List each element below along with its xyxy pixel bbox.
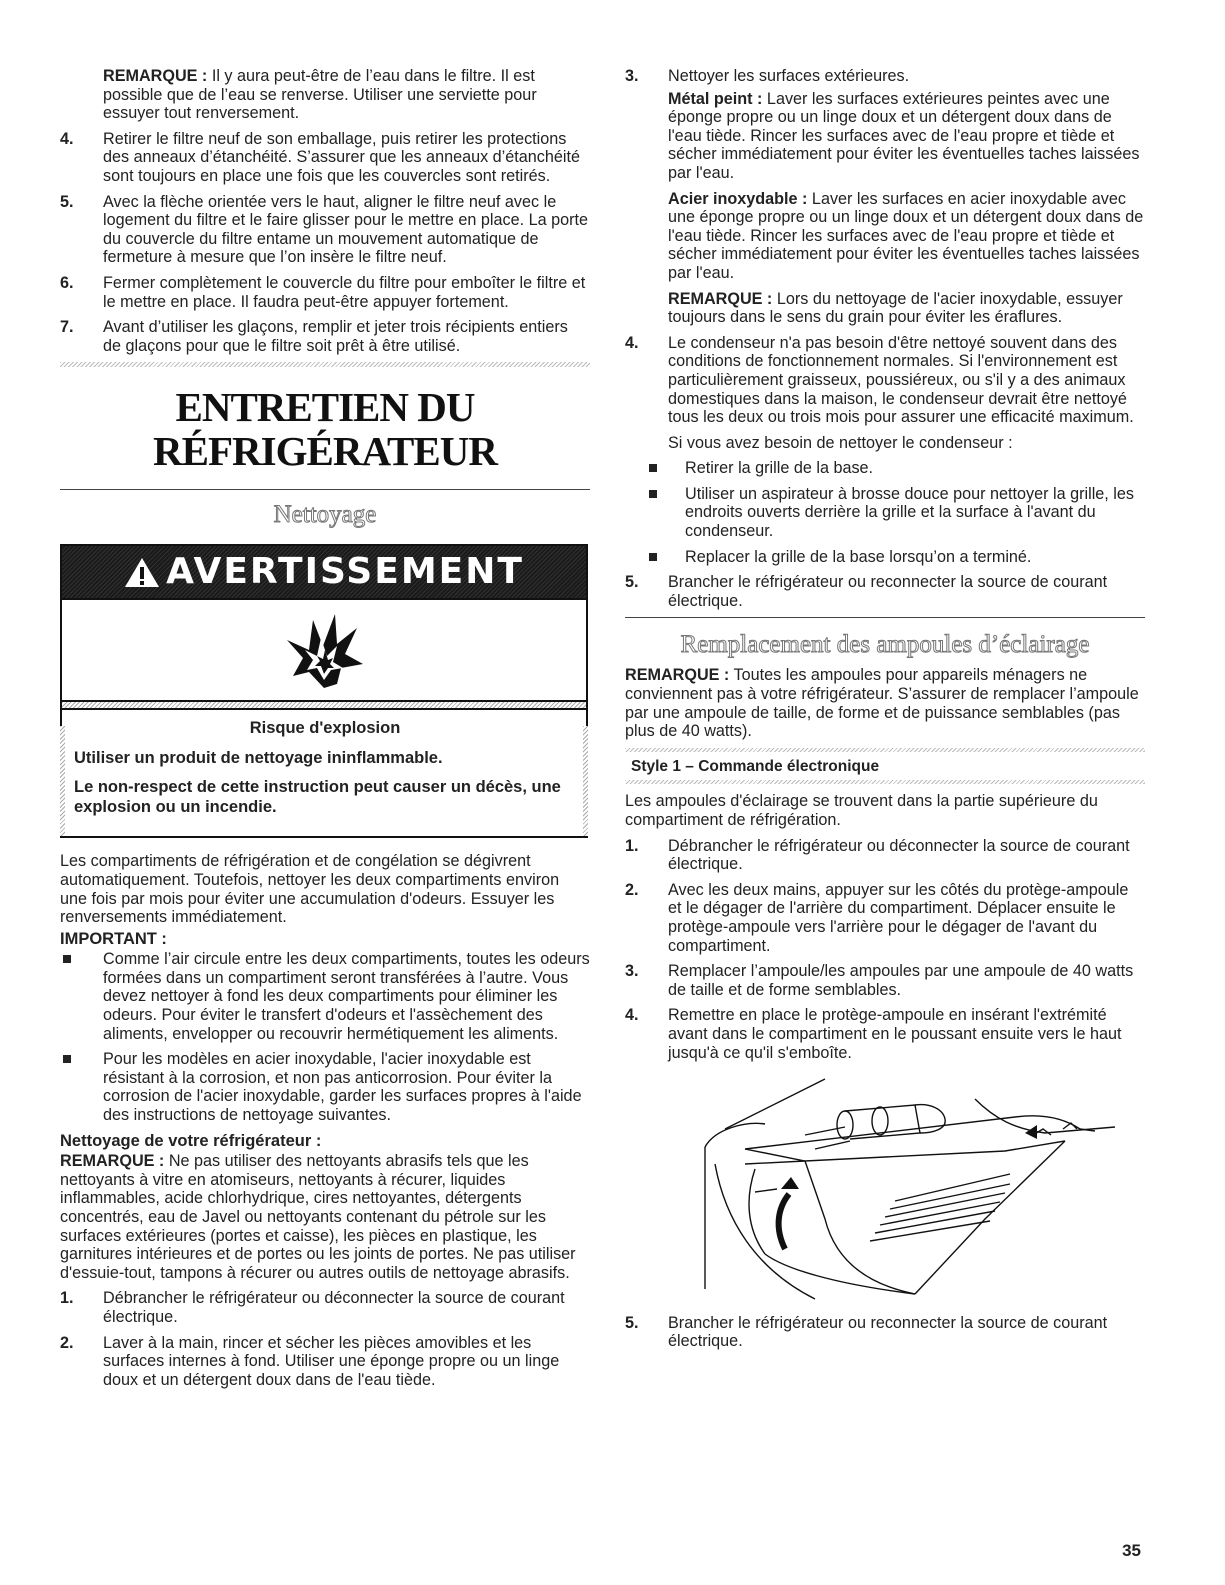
step-4-remove-filter: 4. Retirer le filtre neuf de son emballage, puis retirer les protections des anneaux d’étanchéité. S’assurer que les anneaux d’étanchéité sont toujours en place une fois que les couvercles sont retirés. <box>60 129 580 185</box>
bulbs-intro: Les ampoules d'éclairage se trouvent dans la partie supérieure du compartiment de réfrigération. <box>625 792 1098 829</box>
warning-triangle-icon <box>124 556 160 588</box>
title-rule <box>60 489 590 490</box>
important-label: IMPORTANT : <box>60 929 167 948</box>
section-divider <box>60 362 590 367</box>
lamp-step-3: 3. Remplacer l’ampoule/les ampoules par une ampoule de 40 watts de taille et de forme semblables. <box>625 962 1134 999</box>
right-column <box>625 67 1145 1358</box>
clean-step-4: 4. Le condenseur n'a pas besoin d'être nettoyé souvent dans des conditions de fonctionnement normales. Si l'environnement est particulièrement graisseux, poussiéreux, ou s'il y a des animaux domestiques dans la maison, le condenseur devrait être nettoyé tous les deux ou trois mois pour assurer une efficacité maximum. <box>625 333 1134 427</box>
warning-box <box>60 544 588 838</box>
style-heading: Style 1 – Commande électronique <box>631 757 880 775</box>
warning-body <box>62 710 586 836</box>
clean-step-2: 2. Laver à la main, rincer et sécher les pièces amovibles et les surfaces internes à fond. Utiliser une éponge propre ou un linge doux et un détergent doux dans de l'eau tiède. <box>60 1333 560 1389</box>
lamp-step-4: 4. Remettre en place le protège-ampoule en insérant l'extrémité avant dans le compartiment en le poussant ensuite vers le haut jusqu'à ce qu'il s'emboîte. <box>625 1006 1122 1062</box>
bullet-icon <box>649 464 657 472</box>
important-list <box>60 950 590 1124</box>
list-item: Utiliser un aspirateur à brosse douce pour nettoyer la grille, les endroits ouverts derrière la grille et la surface à l'avant du condenseur. <box>625 485 1145 541</box>
warning-line-2: Le non-respect de cette instruction peut causer un décès, une explosion ou un incendie. <box>74 778 561 817</box>
condenser-list <box>625 459 1145 566</box>
explosion-icon <box>279 610 369 690</box>
clean-step-1: 1. Débrancher le réfrigérateur ou déconnecter la source de courant électrique. <box>60 1289 565 1326</box>
clean-step-3: 3. Nettoyer les surfaces extérieures. <box>625 67 910 85</box>
step-7-ice: 7. Avant d’utiliser les glaçons, remplir et jeter trois récipients entiers de glaçons pour que le filtre soit prêt à être utilisé. <box>60 318 568 355</box>
bullet-icon <box>63 955 71 963</box>
style-hatch-bottom <box>625 780 1145 784</box>
step-6-close-cover: 6. Fermer complètement le couvercle du filtre pour emboîter le filtre et le mettre en place. Il faudra peut-être appuyer fortement. <box>60 273 586 311</box>
note-bulbs: REMARQUE : Toutes les ampoules pour appareils ménagers ne conviennent pas à votre réfrigérateur. S’assurer de remplacer l’ampoule par une ampoule de taille, de forme et de puissance semblables (pas plus de 40 watts). <box>625 666 1139 741</box>
list-item: Retirer la grille de la base. <box>625 459 1145 478</box>
warning-side-hatch-right <box>583 726 588 836</box>
section-rule <box>625 617 1145 618</box>
lamp-step-5: 5. Brancher le réfrigérateur ou reconnecter la source de courant électrique. <box>625 1313 1108 1351</box>
para-compartments: Les compartiments de réfrigération et de congélation se dégivrent automatiquement. Toutefois, nettoyer les deux compartiments environ une fois par mois pour éviter une accumulation d'odeurs. Essuyer les renversements immédiatement. <box>60 852 560 927</box>
clean-step-5: 5. Brancher le réfrigérateur ou reconnecter la source de courant électrique. <box>625 573 1108 610</box>
warning-line-1: Utiliser un produit de nettoyage ininflammable. <box>74 749 443 768</box>
lamp-step-2: 2. Avec les deux mains, appuyer sur les côtés du protège-ampoule et le dégager de l'arrière du compartiment. Déplacer ensuite le protège-ampoule vers l'arrière pour le dégager de l'avant du compartiment. <box>625 880 1129 955</box>
explosion-symbol-area <box>62 600 586 702</box>
warning-header <box>62 546 586 600</box>
bullet-icon <box>649 553 657 561</box>
chapter-title: ENTRETIEN DU RÉFRIGÉRATEUR <box>153 384 497 475</box>
warning-title: AVERTISSEMENT <box>166 551 524 593</box>
stainless-steel: Acier inoxydable : Laver les surfaces en acier inoxydable avec une éponge propre ou un linge doux et un détergent doux dans de l'eau tiède. Rincer les surfaces avec de l'eau propre et tiède et sécher immédiatement pour éviter les éventuelles taches laissées par l'eau. <box>668 189 1144 282</box>
warning-side-hatch-left <box>60 726 65 836</box>
painted-metal: Métal peint : Laver les surfaces extérieures peintes avec une éponge propre ou un linge doux et un détergent doux dans de l'eau tiède. Rincer les surfaces avec de l'eau propre et tiède et sécher immédiatement pour éviter les éventuelles taches laissées par l'eau. <box>668 89 1140 182</box>
section-title-nettoyage: Nettoyage <box>273 501 377 529</box>
warning-risk: Risque d'explosion <box>249 719 401 738</box>
list-item: Replacer la grille de la base lorsqu’on a terminé. <box>625 548 1145 567</box>
left-column <box>60 67 590 1396</box>
note-water-filter: REMARQUE : Il y aura peut-être de l’eau dans le filtre. Il est possible que de l’eau se renverse. Utiliser une serviette pour essuyer tout renversement. <box>103 67 537 123</box>
page-number: 35 <box>1122 1541 1141 1560</box>
lamp-shield-illustration <box>685 1069 1125 1309</box>
lamp-step-1: 1. Débrancher le réfrigérateur ou déconnecter la source de courant électrique. <box>625 836 1130 874</box>
bullet-icon <box>63 1055 71 1063</box>
note-abrasives: REMARQUE : Ne pas utiliser des nettoyants abrasifs tels que les nettoyants à vitre en atomiseurs, nettoyants à récurer, liquides inflammables, acide chlorhydrique, cires nettoyantes, détergents concentrés, eau de Javel ou nettoyants contenant du pétrole sur les surfaces extérieures (portes et caisse), les pièces en plastique, les garnitures intérieures et de portes ou les joints de portes. Ne pas utiliser d'essuie-tout, tampons à récurer ou autres outils de nettoyage abrasifs. <box>60 1152 576 1282</box>
list-item: Pour les modèles en acier inoxydable, l'acier inoxydable est résistant à la corrosion, et non pas anticorrosion. Pour éviter la corrosion de l'acier inoxydable, garder les surfaces propres à l'aide des instructions de nettoyage suivantes. <box>60 1050 590 1124</box>
condenser-intro: Si vous avez besoin de nettoyer le condenseur : <box>668 433 1013 452</box>
bullet-icon <box>649 490 657 498</box>
list-item: Comme l’air circule entre les deux compartiments, toutes les odeurs formées dans un compartiment seront transférées à l’autre. Vous devez nettoyer à fond les deux compartiments pour éliminer les odeurs. Pour éviter le transfert d'odeurs et l'assèchement des aliments, envelopper ou recouvrir hermétiquement les aliments. <box>60 950 590 1043</box>
subhead-cleaning: Nettoyage de votre réfrigérateur : <box>60 1131 322 1150</box>
warning-hatch-bar <box>62 702 586 710</box>
section-title-ampoules: Remplacement des ampoules d’éclairage <box>680 631 1090 659</box>
note-stainless: REMARQUE : Lors du nettoyage de l'acier inoxydable, essuyer toujours dans le sens du grain pour éviter les éraflures. <box>668 289 1123 327</box>
step-5-align-filter: 5. Avec la flèche orientée vers le haut, aligner le filtre neuf avec le logement du filtre et le faire glisser pour le mettre en place. La porte du couvercle du filtre entame un mouvement automatique de fermeture à mesure que l’on insère le filtre neuf. <box>60 192 588 267</box>
